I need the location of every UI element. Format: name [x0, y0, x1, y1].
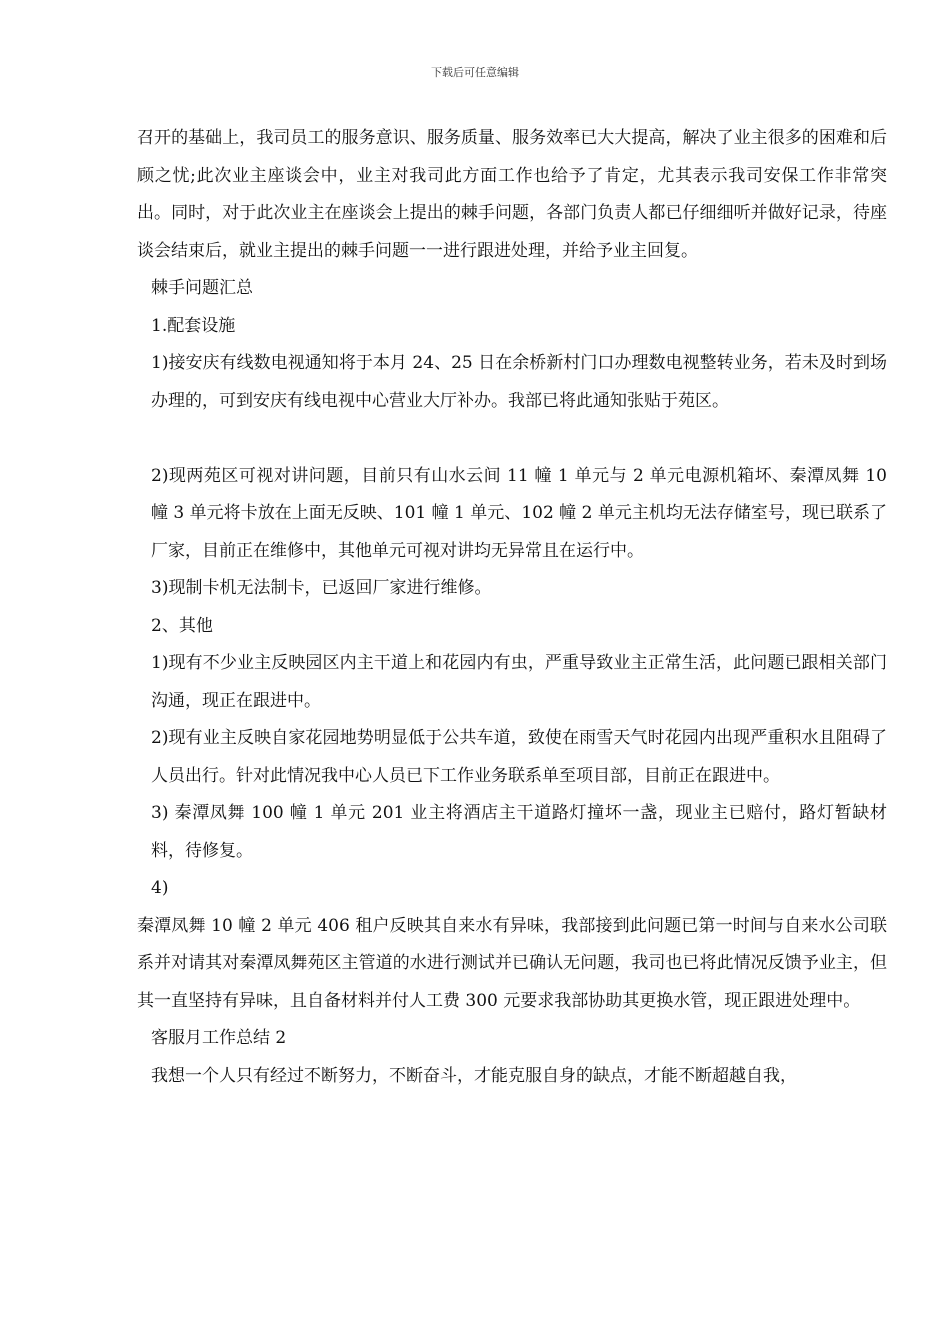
- paragraph-other-1: 1)现有不少业主反映园区内主干道上和花园内有虫，严重导致业主正常生活，此问题已跟相关部门沟通，现正在跟进中。: [151, 653, 887, 711]
- heading-monthly-summary-2: 客服月工作总结 2: [151, 1028, 287, 1048]
- heading-facilities: 1.配套设施: [151, 315, 236, 336]
- page-header: 下载后可任意编辑: [431, 66, 519, 79]
- heading-problems-summary: 棘手问题汇总: [151, 278, 253, 298]
- paragraph-intro: 召开的基础上，我司员工的服务意识、服务质量、服务效率已大大提高，解决了业主很多的困难和后顾之忧;此次业主座谈会中，业主对我司此方面工作也给予了肯定，尤其表示我司安保工作非常突出。同时，对于此次业主在座谈会上提出的棘手问题，各部门负责人都已仔细细听并做好记录，待座谈会结束后，就业主提出的棘手问题一一进行跟进处理，并给予业主回复。: [137, 128, 887, 261]
- paragraph-facility-1: 1)接安庆有线数电视通知将于本月 24、25 日在余桥新村门口办理数电视整转业务，若未及时到场办理的，可到安庆有线电视中心营业大厅补办。我部已将此通知张贴于苑区。: [151, 353, 887, 411]
- paragraph-other-3: 3) 秦潭凤舞 100 幢 1 单元 201 业主将酒店主干道路灯撞坏一盏，现业主已赔付，路灯暂缺材料，待修复。: [151, 803, 887, 861]
- document-body: [137, 120, 887, 1095]
- paragraph-other-2: 2)现有业主反映自家花园地势明显低于公共车道，致使在雨雪天气时花园内出现严重积水且阻碍了人员出行。针对此情况我中心人员已下工作业务联系单至项目部，目前正在跟进中。: [151, 728, 887, 786]
- heading-other: 2、其他: [151, 615, 213, 636]
- paragraph-summary-start: 我想一个人只有经过不断努力，不断奋斗，才能克服自身的缺点，才能不断超越自我，: [151, 1065, 797, 1086]
- blank-line: [137, 420, 887, 458]
- paragraph-facility-3: 3)现制卡机无法制卡，已返回厂家进行维修。: [151, 578, 492, 598]
- paragraph-other-4-label: 4): [151, 878, 169, 898]
- paragraph-facility-2: 2)现两苑区可视对讲问题，目前只有山水云间 11 幢 1 单元与 2 单元电源机箱坏、秦潭凤舞 10 幢 3 单元将卡放在上面无反映、101 幢 1 单元、102 幢 2 单元主机均无法存储室号，现已联系了厂家，目前正在维修中，其他单元可视对讲均无异常且在运行中。: [151, 465, 887, 561]
- paragraph-other-4: 秦潭凤舞 10 幢 2 单元 406 租户反映其自来水有异味，我部接到此问题已第一时间与自来水公司联系并对请其对秦潭凤舞苑区主管道的水进行测试并已确认无问题，我司也已将此情况反馈予业主，但其一直坚持有异味，且自备材料并付人工费 300 元要求我部协助其更换水管，现正跟进处理中。: [137, 915, 887, 1011]
